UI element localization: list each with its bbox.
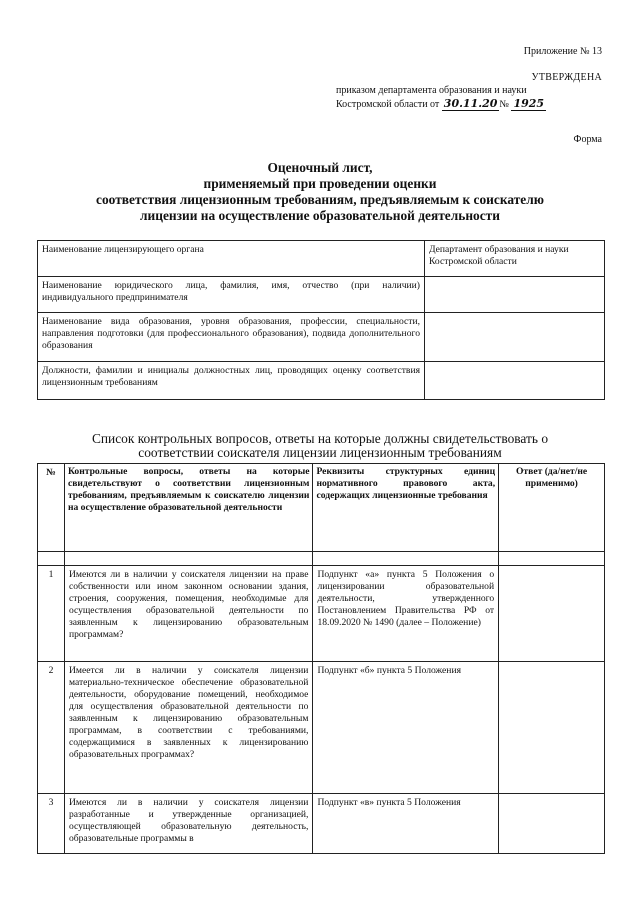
document-title [30,160,610,224]
table-row [38,662,605,794]
form-label: Форма [573,134,602,145]
title-line-2: применяемый при проведении оценки [203,176,437,191]
info-label: Должности, фамилии и инициалы должностных лиц, проводящих оценку соответствия лицензионным требованиям [38,362,425,400]
row-requisites: Подпункт «б» пункта 5 Положения [313,662,499,794]
row-answer [499,662,605,794]
info-row [38,241,605,277]
title-line-1: Оценочный лист, [267,160,373,175]
order-prefix: Костромской области от [336,99,440,110]
row-requisites: Подпункт «в» пункта 5 Положения [313,794,499,854]
info-row [38,362,605,400]
info-value [425,362,605,400]
order-number: 1925 [513,97,545,110]
header-answer: Ответ (да/нет/не применимо) [499,464,605,552]
order-date: 30.11.20 [443,97,498,110]
header-requisites: Реквизиты структурных единиц нормативного правового акта, содержащих лицензионные требования [313,464,499,552]
row-question: Имеются ли в наличии у соискателя лицензии на праве собственности или ином законном основании здания, строения, сооружения, помещения, необходимые для осуществления образовательной деятельности по заявленным к лицензированию образовательным программам? [64,566,313,662]
title-line-4: лицензии на осуществление образовательной деятельности [140,208,500,223]
checklist-header-row [38,464,605,552]
row-num: 3 [38,794,65,854]
spacer-cell [38,552,65,566]
row-question: Имеется ли в наличии у соискателя лицензии материально-техническое обеспечение образовательной деятельности, оборудование помещений, необходимое для осуществления образовательной деятельности по заявленным к лицензированию образовательным программам, в соответствии с требованиями, содержащимися в заявленных к лицензированию образовательных программах? [64,662,313,794]
spacer-cell [499,552,605,566]
row-num: 2 [38,662,65,794]
info-value: Департамент образования и науки Костромской области [425,241,605,277]
spacer-cell [64,552,313,566]
spacer-cell [313,552,499,566]
order-number-sign: № [499,99,509,110]
info-label: Наименование вида образования, уровня образования, профессии, специальности, направления подготовки (для профессионального образования), подвида дополнительного образования [38,313,425,362]
info-table [37,240,605,400]
header-num: № [38,464,65,552]
header-question: Контрольные вопросы, ответы на которые свидетельствуют о соответствии лицензионным требованиям, предъявляемым к соискателю лицензии на осуществление образовательной деятельности [64,464,313,552]
title-line-3: соответствия лицензионным требованиям, предъявляемым к соискателю [96,192,544,207]
row-answer [499,566,605,662]
info-value [425,277,605,313]
checklist-title-line-2: соответствии соискателя лицензии лицензионным требованиям [138,445,502,460]
table-row [38,566,605,662]
info-row [38,277,605,313]
order-line-2 [336,97,546,111]
table-row [38,794,605,854]
approved-label: УТВЕРЖДЕНА [531,72,602,83]
row-question: Имеются ли в наличии у соискателя лицензии разработанные и утвержденные организацией, осуществляющей образовательную деятельность, образовательные программы в [64,794,313,854]
row-answer [499,794,605,854]
checklist-title [30,432,610,460]
info-row [38,313,605,362]
info-label: Наименование юридического лица, фамилия, имя, отчество (при наличии) индивидуального предпринимателя [38,277,425,313]
info-value [425,313,605,362]
order-line-1: приказом департамента образования и науки [336,85,527,96]
spacer-row [38,552,605,566]
row-requisites: Подпункт «а» пункта 5 Положения о лицензировании образовательной деятельности, утвержденного Постановлением Правительства РФ от 18.09.2020 № 1490 (далее – Положение) [313,566,499,662]
appendix-label: Приложение № 13 [523,46,602,57]
row-num: 1 [38,566,65,662]
info-label: Наименование лицензирующего органа [38,241,425,277]
checklist-title-line-1: Список контрольных вопросов, ответы на которые должны свидетельствовать о [91,431,549,446]
checklist-table [37,463,605,854]
